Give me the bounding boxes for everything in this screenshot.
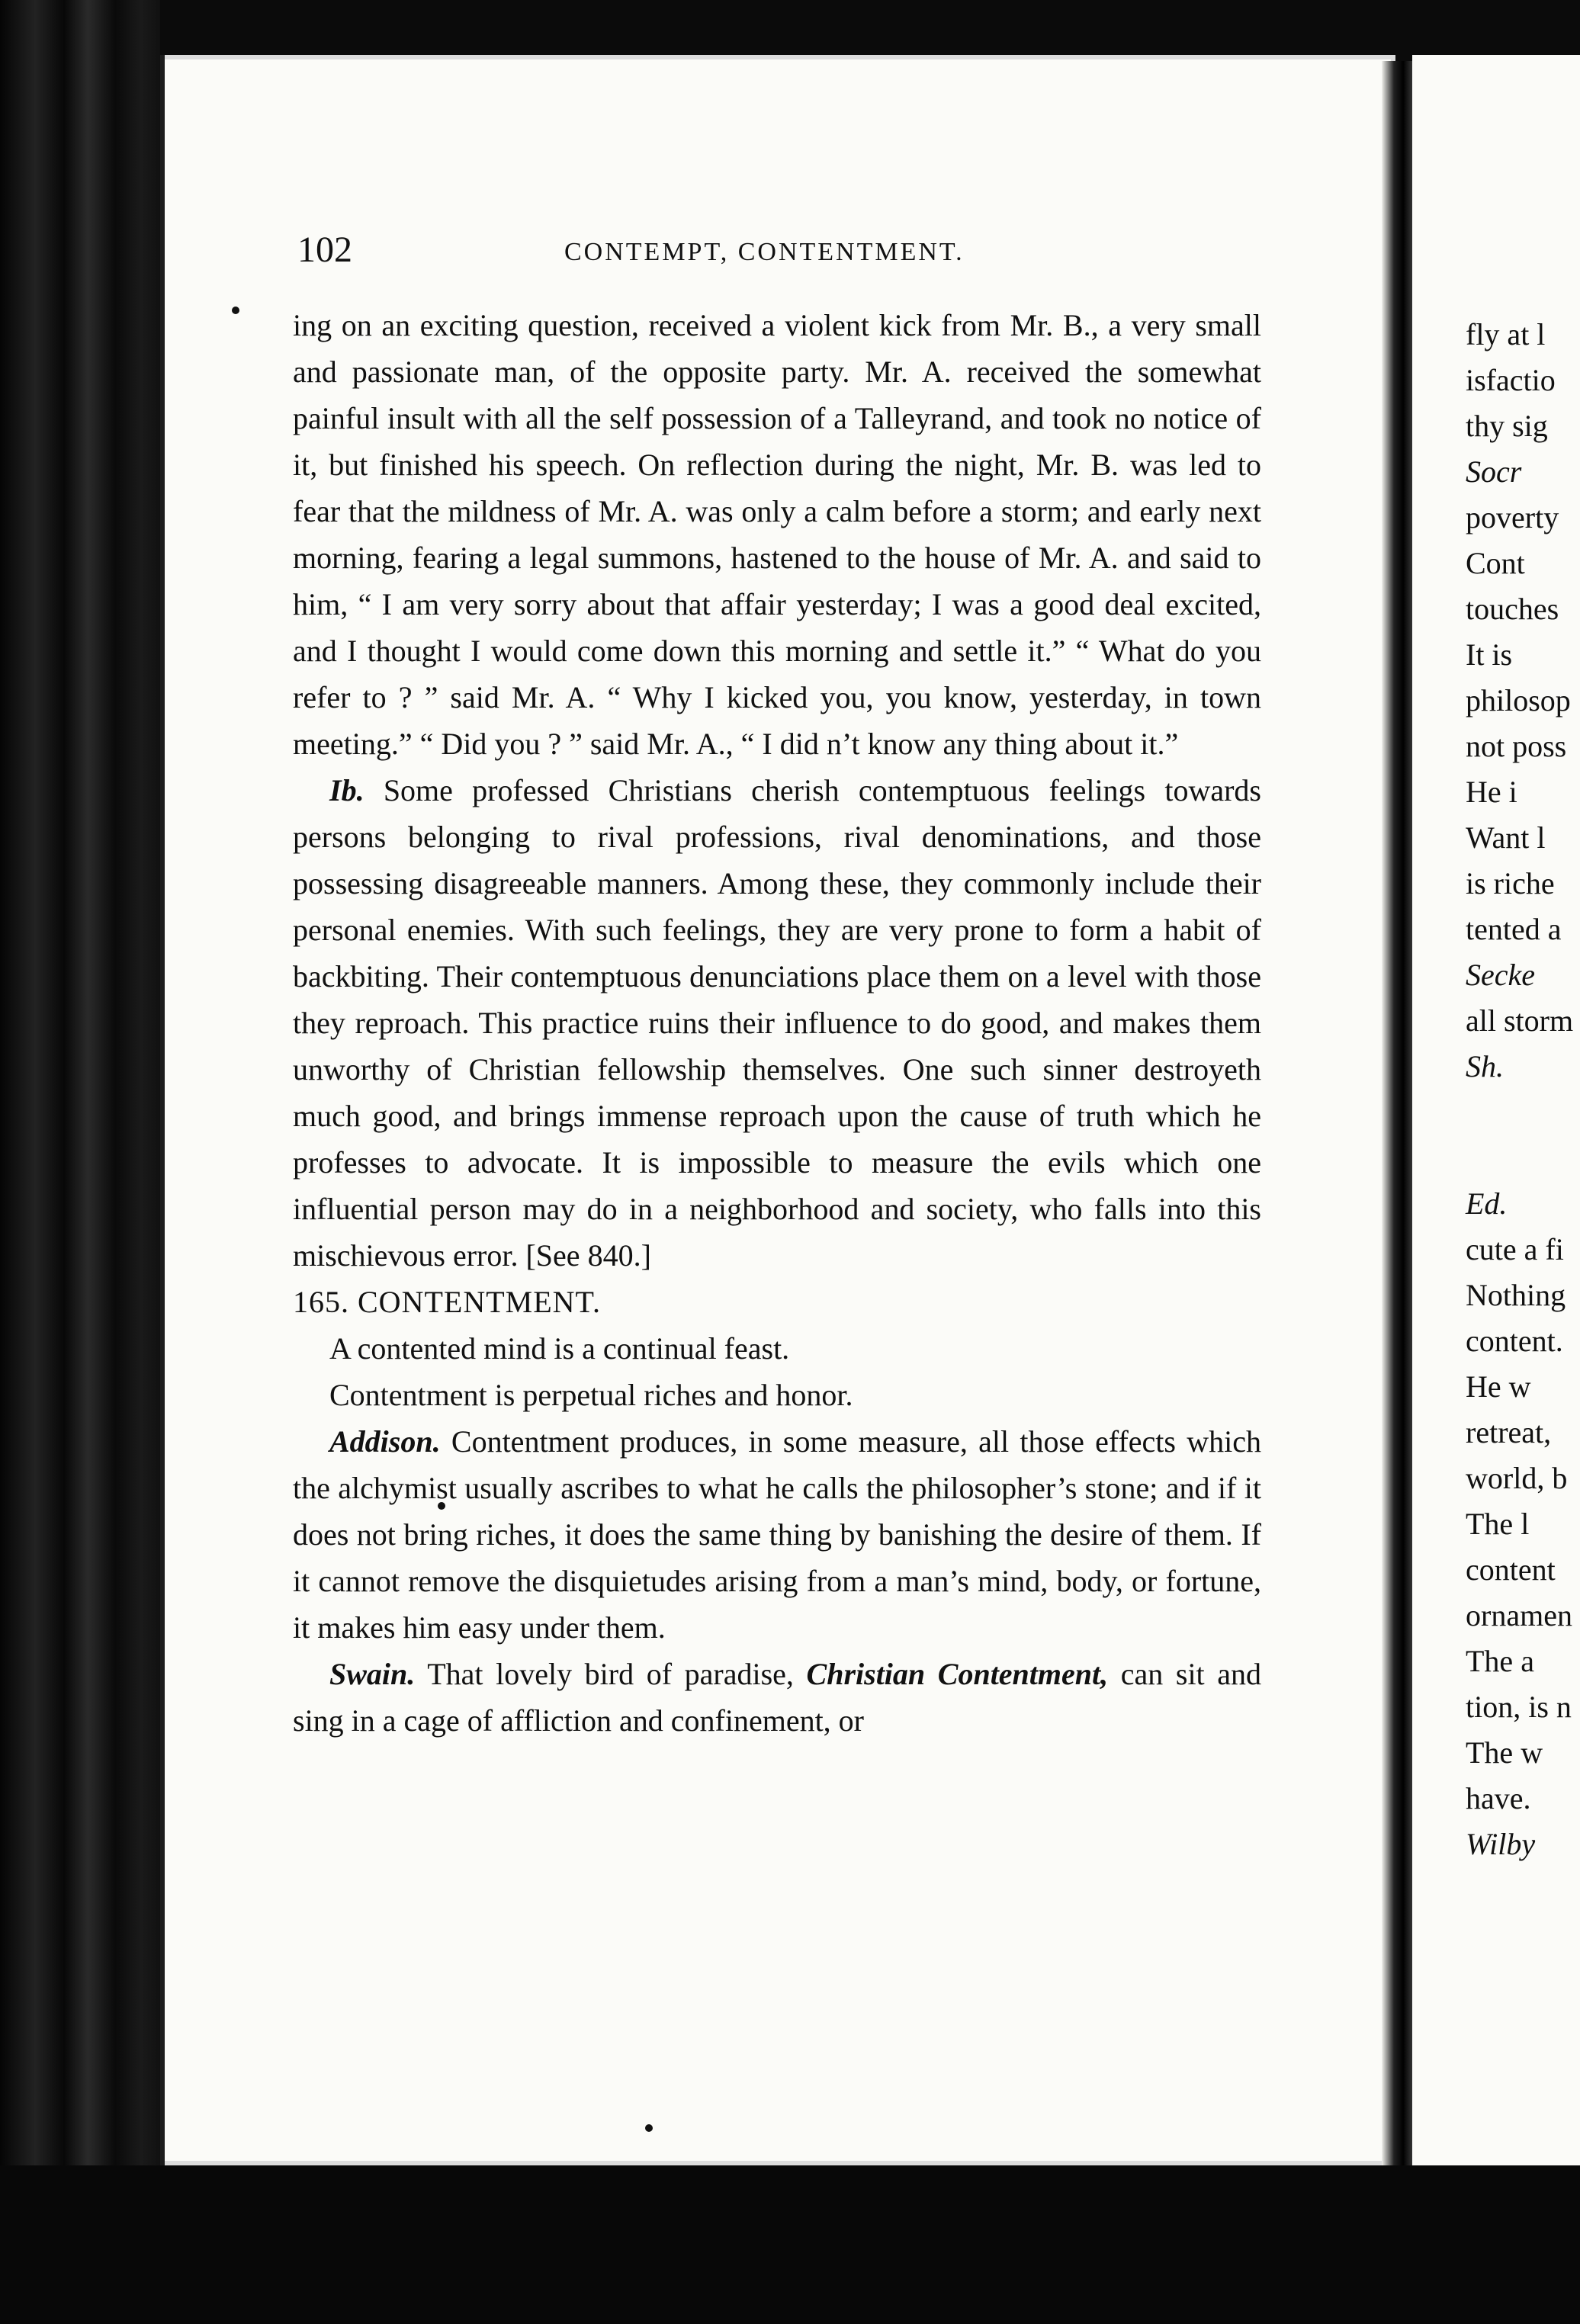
right-page-line: have. xyxy=(1466,1781,1531,1815)
right-page-line: tion, is n xyxy=(1466,1690,1572,1724)
section-title: 165. CONTENTMENT. xyxy=(293,1285,601,1319)
right-page-line: content xyxy=(1466,1552,1556,1587)
running-head: CONTEMPT, CONTENTMENT. xyxy=(564,238,965,266)
right-page-line: is riche xyxy=(1466,866,1555,900)
page-gutter xyxy=(1382,61,1412,2165)
ink-speck xyxy=(232,307,239,314)
paragraph-text: That lovely bird of paradise, xyxy=(427,1657,794,1691)
right-page-line: tented a xyxy=(1466,912,1562,946)
right-page-line: He w xyxy=(1466,1369,1531,1404)
speaker-label: Addison. xyxy=(329,1424,441,1459)
speaker-label: Swain. xyxy=(329,1657,416,1691)
right-page-text-fragments xyxy=(1466,311,1580,1867)
right-page-line: ornamen xyxy=(1466,1598,1572,1632)
right-page-line: It is xyxy=(1466,637,1513,672)
ink-speck xyxy=(645,2124,653,2132)
right-page-line: Want l xyxy=(1466,820,1546,855)
paragraph-addison xyxy=(293,1418,1261,1651)
proverb: A contented mind is a continual feast. xyxy=(329,1331,790,1366)
right-page-line: world, b xyxy=(1466,1461,1568,1495)
italic-phrase: Christian Contentment, xyxy=(806,1657,1109,1691)
right-page-line: Cont xyxy=(1466,546,1525,580)
right-page-line: thy sig xyxy=(1466,409,1548,443)
scan-border-bottom xyxy=(0,2165,1580,2324)
right-page-line: retreat, xyxy=(1466,1415,1552,1449)
paragraph-text: Contentment produces, in some measure, all those effects which the alchymist usually ascribes to what he calls the philosopher’s stone; and if it does not bring riches, it does the same thing by banishing the desire of them. If it cannot remove the disquietudes arising from a man’s mind, body, or fortune, it makes him easy under them. xyxy=(293,1424,1261,1645)
right-page-line: Wilby xyxy=(1466,1827,1536,1861)
right-page-line: The a xyxy=(1466,1644,1534,1678)
speaker-label: Ib. xyxy=(329,773,364,807)
right-page-line: content. xyxy=(1466,1324,1563,1358)
page-body-text xyxy=(293,302,1261,1744)
right-page-line: The l xyxy=(1466,1507,1530,1541)
right-page-line: Nothing xyxy=(1466,1278,1566,1312)
right-page-line: fly at l xyxy=(1466,317,1546,351)
right-page-line: all storm xyxy=(1466,1003,1574,1038)
right-page-line: poverty xyxy=(1466,500,1559,534)
right-page-line: Ed. xyxy=(1466,1186,1508,1221)
right-page-line: Secke xyxy=(1466,958,1536,992)
right-page-line: Sh. xyxy=(1466,1049,1504,1083)
right-page-line: philosop xyxy=(1466,683,1571,717)
right-page-line: not poss xyxy=(1466,729,1567,763)
right-page-line: cute a fi xyxy=(1466,1232,1564,1266)
proverb: Contentment is perpetual riches and honor. xyxy=(329,1378,853,1412)
paragraph-anecdote: ing on an exciting question, received a violent kick from Mr. B., a very small and passionate man, of the opposite party. Mr. A. received the somewhat painful insult with all the self possession of a Talleyrand, and took no notice of it, but finished his speech. On reflection during the night, Mr. B. was led to fear that the mildness of Mr. A. was only a calm before a storm; and early next morning, fearing a legal summons, hastened to the house of Mr. A. and said to him, “ I am very sorry about that affair yesterday; I was a good deal excited, and I thought I would come down this morning and settle it.” “ What do you refer to ? ” said Mr. A. “ Why I kicked you, you know, yesterday, in town meeting.” “ Did you ? ” said Mr. A., “ I did n’t know any thing about it.” xyxy=(293,308,1261,761)
right-page-line xyxy=(1466,1089,1580,1135)
right-page-line: The w xyxy=(1466,1735,1543,1770)
paragraph-text: can sit and sing in a cage of affliction and confinement, or xyxy=(293,1657,1262,1738)
right-page-line: touches xyxy=(1466,592,1559,626)
paragraph-text: Some professed Christians cherish contemptuous feelings towards persons belonging to rival professions, rival denominations, and those possessing disagreeable manners. Among these, they commonly include their personal enemies. With such feelings, they are very prone to form a habit of backbiting. Their contemptuous denunciations place them on a level with those they reproach. This practice ruins their influence to do good, and makes them unworthy of Christian fellowship themselves. One such sinner destroyeth much good, and brings immense reproach upon the cause of truth which he professes to advocate. It is impossible to measure the evils which one influential person may do in a neighborhood and society, who falls into this mischievous error. [See 840.] xyxy=(293,773,1261,1273)
right-page-line: He i xyxy=(1466,775,1517,809)
book-spine-shadow xyxy=(0,0,160,2324)
paragraph-swain xyxy=(293,1651,1261,1744)
right-page-line: isfactio xyxy=(1466,363,1556,397)
page-number: 102 xyxy=(297,230,352,270)
right-page-line: Socr xyxy=(1466,454,1522,489)
right-page-line xyxy=(1466,1135,1580,1180)
paragraph-ib xyxy=(293,767,1261,1279)
